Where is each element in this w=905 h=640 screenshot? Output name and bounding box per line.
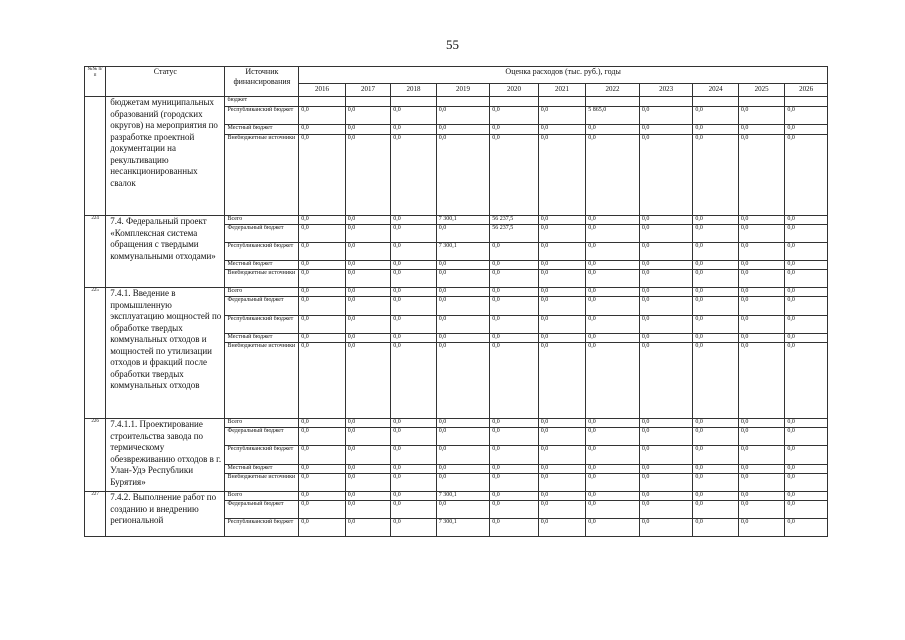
funding-source: Внебюджетные источники (225, 474, 299, 492)
value-cell: 0,0 (538, 316, 586, 334)
table-row (85, 288, 828, 297)
value-cell: 0,0 (586, 135, 640, 216)
row-number (85, 97, 106, 216)
status-cell: 7.4.1.1. Проектирование строительства завода по термическому обезвреживанию отходов в г. Улан-Удэ Республики Бурятия» (106, 419, 225, 492)
value-cell: 0,0 (586, 465, 640, 474)
value-cell: 0,0 (490, 446, 539, 465)
value-cell: 0,0 (345, 419, 390, 428)
header-source: Источник финансирования (225, 67, 299, 97)
value-cell: 0,0 (639, 288, 693, 297)
value-cell: 0,0 (436, 270, 490, 288)
value-cell: 0,0 (785, 343, 828, 419)
value-cell (693, 97, 738, 107)
value-cell: 0,0 (299, 261, 345, 270)
value-cell: 0,0 (693, 474, 738, 492)
value-cell: 0,0 (738, 243, 784, 261)
table-row (85, 492, 828, 501)
value-cell: 0,0 (299, 316, 345, 334)
value-cell: 0,0 (693, 125, 738, 135)
value-cell: 0,0 (345, 474, 390, 492)
funding-source: Местный бюджет (225, 261, 299, 270)
value-cell: 0,0 (586, 225, 640, 243)
page-number: 55 (446, 37, 459, 52)
value-cell: 0,0 (490, 288, 539, 297)
value-cell: 0,0 (693, 334, 738, 343)
value-cell: 0,0 (299, 446, 345, 465)
value-cell: 0,0 (785, 334, 828, 343)
value-cell: 0,0 (738, 501, 784, 519)
value-cell: 0,0 (738, 125, 784, 135)
row-number: 227 (85, 492, 106, 537)
value-cell: 0,0 (490, 261, 539, 270)
value-cell: 0,0 (586, 334, 640, 343)
value-cell: 0,0 (345, 446, 390, 465)
value-cell: 0,0 (538, 465, 586, 474)
year-header: 2019 (436, 84, 490, 97)
year-header: 2020 (490, 84, 539, 97)
value-cell: 0,0 (345, 492, 390, 501)
value-cell: 0,0 (785, 225, 828, 243)
year-header: 2022 (586, 84, 640, 97)
value-cell: 0,0 (693, 501, 738, 519)
value-cell: 0,0 (490, 501, 539, 519)
row-number: 224 (85, 216, 106, 288)
value-cell (586, 97, 640, 107)
value-cell (639, 97, 693, 107)
value-cell: 0,0 (693, 297, 738, 316)
value-cell: 0,0 (693, 216, 738, 225)
value-cell: 0,0 (639, 270, 693, 288)
funding-source: Внебюджетные источники (225, 343, 299, 419)
value-cell: 0,0 (785, 297, 828, 316)
value-cell: 56 237,5 (490, 216, 539, 225)
year-header: 2025 (738, 84, 784, 97)
value-cell: 0,0 (436, 465, 490, 474)
value-cell: 0,0 (490, 107, 539, 125)
value-cell: 0,0 (538, 225, 586, 243)
value-cell: 0,0 (299, 225, 345, 243)
value-cell: 0,0 (693, 261, 738, 270)
value-cell: 0,0 (586, 297, 640, 316)
value-cell: 0,0 (785, 135, 828, 216)
value-cell: 0,0 (391, 107, 436, 125)
value-cell: 0,0 (538, 474, 586, 492)
value-cell: 0,0 (693, 288, 738, 297)
value-cell: 0,0 (538, 261, 586, 270)
value-cell: 0,0 (586, 261, 640, 270)
value-cell: 0,0 (586, 428, 640, 446)
value-cell: 0,0 (299, 501, 345, 519)
value-cell: 0,0 (436, 288, 490, 297)
value-cell: 0,0 (345, 216, 390, 225)
value-cell: 0,0 (436, 125, 490, 135)
status-cell: 7.4. Федеральный проект «Комплексная система обращения с твердыми коммунальными отходами» (106, 216, 225, 288)
value-cell: 0,0 (345, 107, 390, 125)
funding-source: Республиканский бюджет (225, 107, 299, 125)
value-cell: 0,0 (586, 243, 640, 261)
value-cell: 0,0 (538, 288, 586, 297)
value-cell: 0,0 (639, 316, 693, 334)
funding-source: Местный бюджет (225, 125, 299, 135)
value-cell: 0,0 (693, 107, 738, 125)
value-cell: 0,0 (785, 519, 828, 537)
value-cell: 0,0 (345, 225, 390, 243)
value-cell: 0,0 (490, 297, 539, 316)
value-cell: 0,0 (299, 334, 345, 343)
funding-source: Федеральный бюджет (225, 501, 299, 519)
value-cell: 0,0 (538, 492, 586, 501)
value-cell: 0,0 (345, 334, 390, 343)
value-cell: 0,0 (693, 135, 738, 216)
value-cell: 0,0 (693, 519, 738, 537)
value-cell: 0,0 (785, 501, 828, 519)
value-cell: 0,0 (693, 343, 738, 419)
value-cell: 0,0 (586, 316, 640, 334)
value-cell: 0,0 (436, 343, 490, 419)
value-cell: 0,0 (299, 125, 345, 135)
funding-source: Республиканский бюджет (225, 519, 299, 537)
value-cell: 0,0 (639, 519, 693, 537)
value-cell (538, 97, 586, 107)
value-cell: 0,0 (586, 419, 640, 428)
value-cell: 0,0 (738, 474, 784, 492)
value-cell: 0,0 (299, 343, 345, 419)
value-cell: 0,0 (639, 428, 693, 446)
value-cell: 0,0 (345, 297, 390, 316)
value-cell: 0,0 (693, 419, 738, 428)
value-cell: 0,0 (785, 492, 828, 501)
value-cell: 0,0 (538, 107, 586, 125)
value-cell: 0,0 (391, 135, 436, 216)
status-cell: 7.4.1. Введение в промышленную эксплуатацию мощностей по обработке твердых коммунальных отходов и мощностей по утилизации отходов и фракций после обработки твердых коммунальных отходов (106, 288, 225, 419)
value-cell: 0,0 (639, 419, 693, 428)
value-cell (391, 97, 436, 107)
value-cell: 0,0 (391, 428, 436, 446)
value-cell: 5 865,0 (586, 107, 640, 125)
value-cell: 0,0 (391, 519, 436, 537)
value-cell: 0,0 (391, 334, 436, 343)
value-cell: 0,0 (490, 465, 539, 474)
value-cell: 0,0 (693, 446, 738, 465)
value-cell: 0,0 (738, 225, 784, 243)
value-cell: 0,0 (436, 501, 490, 519)
value-cell: 0,0 (299, 270, 345, 288)
value-cell: 0,0 (639, 261, 693, 270)
value-cell: 0,0 (299, 419, 345, 428)
value-cell: 56 237,5 (490, 225, 539, 243)
value-cell: 0,0 (738, 107, 784, 125)
year-header: 2017 (345, 84, 390, 97)
value-cell: 0,0 (538, 125, 586, 135)
value-cell: 0,0 (538, 270, 586, 288)
value-cell: 0,0 (345, 343, 390, 419)
value-cell: 0,0 (639, 216, 693, 225)
value-cell: 0,0 (538, 501, 586, 519)
value-cell: 7 300,1 (436, 216, 490, 225)
value-cell: 0,0 (538, 428, 586, 446)
value-cell (738, 97, 784, 107)
value-cell: 0,0 (538, 519, 586, 537)
year-header: 2018 (391, 84, 436, 97)
value-cell: 0,0 (490, 519, 539, 537)
value-cell: 0,0 (436, 107, 490, 125)
expenditure-table (84, 66, 828, 537)
funding-source: Республиканский бюджет (225, 243, 299, 261)
value-cell: 0,0 (738, 465, 784, 474)
table-row (85, 97, 828, 107)
value-cell: 0,0 (639, 135, 693, 216)
value-cell: 0,0 (490, 135, 539, 216)
value-cell: 0,0 (586, 288, 640, 297)
value-cell: 0,0 (738, 316, 784, 334)
value-cell: 0,0 (345, 261, 390, 270)
header-status: Статус (106, 67, 225, 97)
funding-source: бюджет (225, 97, 299, 107)
value-cell: 0,0 (345, 135, 390, 216)
value-cell: 0,0 (538, 216, 586, 225)
value-cell: 0,0 (490, 343, 539, 419)
value-cell: 0,0 (785, 419, 828, 428)
value-cell: 0,0 (490, 270, 539, 288)
value-cell: 0,0 (345, 519, 390, 537)
value-cell: 0,0 (299, 288, 345, 297)
value-cell: 0,0 (785, 474, 828, 492)
value-cell: 0,0 (785, 216, 828, 225)
value-cell: 0,0 (299, 297, 345, 316)
value-cell: 0,0 (586, 519, 640, 537)
value-cell: 0,0 (785, 288, 828, 297)
value-cell: 0,0 (345, 125, 390, 135)
value-cell: 0,0 (490, 428, 539, 446)
value-cell: 0,0 (391, 446, 436, 465)
value-cell: 0,0 (639, 107, 693, 125)
value-cell: 0,0 (586, 270, 640, 288)
year-header: 2021 (538, 84, 586, 97)
value-cell: 0,0 (639, 492, 693, 501)
value-cell: 0,0 (490, 125, 539, 135)
value-cell: 0,0 (345, 501, 390, 519)
funding-source: Внебюджетные источники (225, 135, 299, 216)
value-cell: 0,0 (586, 446, 640, 465)
value-cell: 0,0 (586, 343, 640, 419)
value-cell: 0,0 (391, 474, 436, 492)
year-header: 2024 (693, 84, 738, 97)
value-cell: 0,0 (490, 243, 539, 261)
table-row (85, 419, 828, 428)
value-cell: 0,0 (490, 419, 539, 428)
value-cell: 0,0 (785, 125, 828, 135)
value-cell: 0,0 (490, 492, 539, 501)
value-cell: 0,0 (436, 297, 490, 316)
value-cell: 0,0 (436, 316, 490, 334)
value-cell: 0,0 (639, 125, 693, 135)
value-cell (436, 97, 490, 107)
value-cell (785, 97, 828, 107)
value-cell (299, 97, 345, 107)
value-cell: 0,0 (345, 316, 390, 334)
value-cell: 0,0 (299, 216, 345, 225)
value-cell: 0,0 (345, 270, 390, 288)
year-header: 2026 (785, 84, 828, 97)
value-cell: 0,0 (693, 316, 738, 334)
value-cell: 0,0 (391, 492, 436, 501)
value-cell: 0,0 (299, 474, 345, 492)
value-cell: 0,0 (436, 419, 490, 428)
funding-source: Всего (225, 492, 299, 501)
funding-source: Местный бюджет (225, 334, 299, 343)
value-cell: 0,0 (693, 270, 738, 288)
value-cell: 0,0 (538, 135, 586, 216)
value-cell: 7 300,1 (436, 492, 490, 501)
value-cell: 0,0 (586, 216, 640, 225)
value-cell: 0,0 (436, 334, 490, 343)
value-cell: 0,0 (299, 465, 345, 474)
value-cell: 0,0 (738, 288, 784, 297)
value-cell: 0,0 (639, 334, 693, 343)
value-cell: 0,0 (586, 474, 640, 492)
value-cell: 0,0 (639, 446, 693, 465)
year-header: 2016 (299, 84, 345, 97)
status-cell: бюджетам муниципальных образований (городских округов) на мероприятия по разработке проектной документации на рекультивацию несанкционированных свалок (106, 97, 225, 216)
value-cell: 0,0 (738, 216, 784, 225)
funding-source: Республиканский бюджет (225, 446, 299, 465)
value-cell: 0,0 (785, 316, 828, 334)
value-cell: 0,0 (391, 243, 436, 261)
value-cell: 0,0 (738, 135, 784, 216)
value-cell: 0,0 (345, 465, 390, 474)
value-cell: 0,0 (391, 288, 436, 297)
value-cell: 0,0 (738, 446, 784, 465)
value-cell: 0,0 (586, 492, 640, 501)
value-cell: 0,0 (586, 501, 640, 519)
value-cell: 0,0 (436, 428, 490, 446)
value-cell: 0,0 (345, 428, 390, 446)
value-cell: 0,0 (738, 343, 784, 419)
value-cell: 0,0 (639, 465, 693, 474)
header-num: №№ п/п (85, 67, 106, 97)
funding-source: Всего (225, 216, 299, 225)
value-cell: 0,0 (391, 343, 436, 419)
status-cell: 7.4.2. Выполнение работ по созданию и внедрению региональной (106, 492, 225, 537)
value-cell: 0,0 (693, 428, 738, 446)
value-cell: 0,0 (785, 428, 828, 446)
value-cell: 0,0 (391, 261, 436, 270)
value-cell: 0,0 (639, 474, 693, 492)
value-cell: 0,0 (391, 216, 436, 225)
value-cell: 0,0 (538, 343, 586, 419)
value-cell: 0,0 (693, 465, 738, 474)
value-cell: 0,0 (738, 334, 784, 343)
value-cell: 0,0 (490, 334, 539, 343)
value-cell: 0,0 (639, 501, 693, 519)
funding-source: Федеральный бюджет (225, 225, 299, 243)
funding-source: Всего (225, 419, 299, 428)
value-cell: 0,0 (639, 343, 693, 419)
funding-source: Местный бюджет (225, 465, 299, 474)
value-cell: 0,0 (391, 419, 436, 428)
row-number: 225 (85, 288, 106, 419)
value-cell: 0,0 (538, 446, 586, 465)
value-cell: 0,0 (538, 334, 586, 343)
value-cell: 0,0 (738, 297, 784, 316)
value-cell: 0,0 (391, 297, 436, 316)
header-estimate: Оценка расходов (тыс. руб.), годы (299, 67, 828, 84)
value-cell (490, 97, 539, 107)
value-cell: 0,0 (693, 243, 738, 261)
value-cell: 7 300,1 (436, 243, 490, 261)
value-cell: 0,0 (538, 243, 586, 261)
value-cell: 0,0 (391, 125, 436, 135)
value-cell: 0,0 (299, 243, 345, 261)
value-cell: 0,0 (738, 261, 784, 270)
value-cell: 0,0 (490, 316, 539, 334)
funding-source: Федеральный бюджет (225, 297, 299, 316)
value-cell: 0,0 (538, 297, 586, 316)
value-cell: 0,0 (299, 135, 345, 216)
value-cell: 0,0 (785, 465, 828, 474)
year-header: 2023 (639, 84, 693, 97)
value-cell: 0,0 (490, 474, 539, 492)
value-cell: 0,0 (785, 261, 828, 270)
row-number: 226 (85, 419, 106, 492)
value-cell: 0,0 (738, 428, 784, 446)
value-cell: 0,0 (391, 316, 436, 334)
value-cell: 0,0 (738, 519, 784, 537)
value-cell: 0,0 (693, 492, 738, 501)
value-cell: 0,0 (785, 107, 828, 125)
value-cell: 0,0 (299, 492, 345, 501)
value-cell: 0,0 (391, 225, 436, 243)
value-cell: 0,0 (345, 288, 390, 297)
value-cell: 0,0 (299, 519, 345, 537)
table-body (85, 97, 828, 537)
value-cell: 0,0 (391, 270, 436, 288)
table-row (85, 216, 828, 225)
value-cell: 0,0 (586, 125, 640, 135)
value-cell: 0,0 (738, 419, 784, 428)
value-cell: 0,0 (436, 225, 490, 243)
value-cell: 0,0 (693, 225, 738, 243)
value-cell: 0,0 (538, 419, 586, 428)
value-cell: 0,0 (639, 243, 693, 261)
value-cell (345, 97, 390, 107)
value-cell: 7 300,1 (436, 519, 490, 537)
funding-source: Внебюджетные источники (225, 270, 299, 288)
value-cell: 0,0 (639, 225, 693, 243)
funding-source: Всего (225, 288, 299, 297)
value-cell: 0,0 (436, 135, 490, 216)
value-cell: 0,0 (785, 270, 828, 288)
value-cell: 0,0 (738, 492, 784, 501)
value-cell: 0,0 (738, 270, 784, 288)
value-cell: 0,0 (436, 446, 490, 465)
value-cell: 0,0 (299, 107, 345, 125)
funding-source: Республиканский бюджет (225, 316, 299, 334)
value-cell: 0,0 (785, 243, 828, 261)
value-cell: 0,0 (391, 501, 436, 519)
value-cell: 0,0 (436, 261, 490, 270)
value-cell: 0,0 (639, 297, 693, 316)
value-cell: 0,0 (436, 474, 490, 492)
value-cell: 0,0 (785, 446, 828, 465)
value-cell: 0,0 (345, 243, 390, 261)
funding-source: Федеральный бюджет (225, 428, 299, 446)
value-cell: 0,0 (391, 465, 436, 474)
value-cell: 0,0 (299, 428, 345, 446)
